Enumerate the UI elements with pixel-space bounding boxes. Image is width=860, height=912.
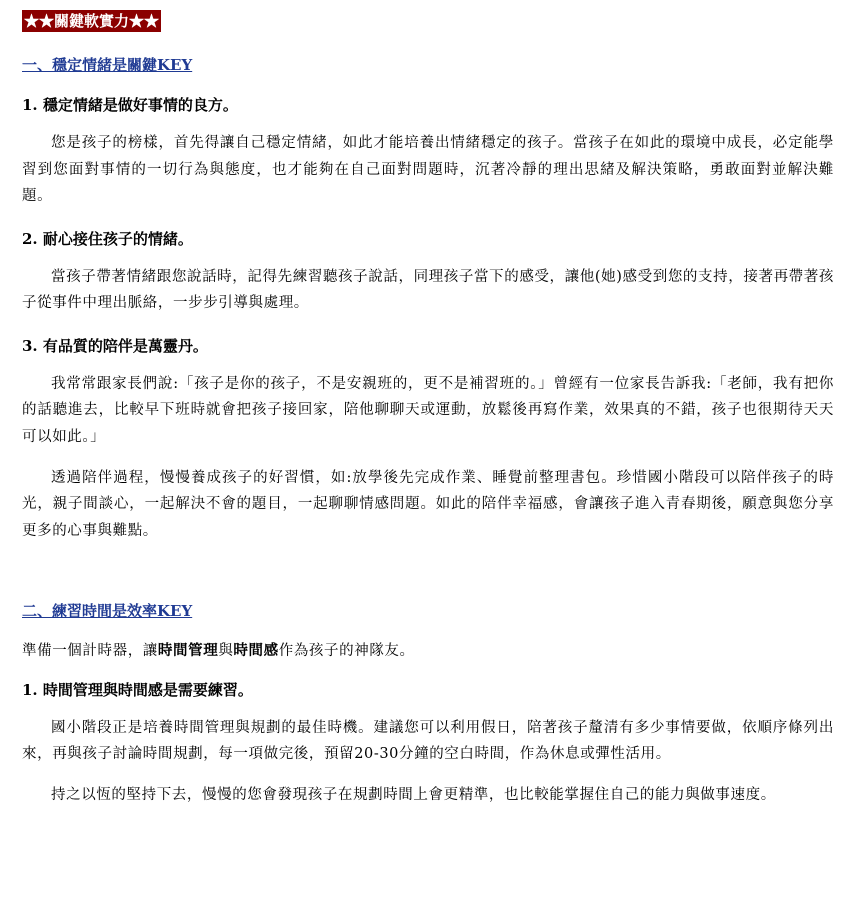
paragraph: 國小階段正是培養時間管理與規劃的最佳時機。建議您可以利用假日，陪著孩子釐清有多少事情要做，依順序條列出來，再與孩子討論時間規劃，每一項做完後，預留20-30分鐘的空白時間，作為休息或彈性活用。	[22, 719, 834, 762]
section-intro	[22, 638, 834, 664]
intro-text: 與	[218, 643, 234, 659]
article	[22, 10, 834, 823]
section-heading-1: 一、穩定情緒是關鍵KEY	[22, 56, 193, 74]
paragraph: 持之以恆的堅持下去，慢慢的您會發現孩子在規劃時間上會更精準，也比較能掌握住自己的能力與做事速度。	[51, 787, 776, 803]
intro-text: 作為孩子的神隊友。	[278, 643, 415, 659]
paragraph: 透過陪伴過程，慢慢養成孩子的好習慣，如:放學後先完成作業、睡覺前整理書包。珍惜國小階段可以陪伴孩子的時光，親子間談心，一起解決不會的題目，一起聊聊情感問題。如此的陪伴幸福感，會讓孩子進入青春期後，願意與您分享更多的心事與難點。	[22, 469, 834, 539]
intro-text: 準備一個計時器，讓	[22, 643, 158, 659]
subheading-1-2: 2. 耐心接住孩子的情緒。	[22, 229, 193, 248]
paragraph: 我常常跟家長們說:「孩子是你的孩子，不是安親班的，更不是補習班的。」曾經有一位家長告訴我:「老師，我有把你的話聽進去，比較早下班時就會把孩子接回家，陪他聊聊天或運動，放鬆後再寫作業，效果真的不錯，孩子也很期待天天可以如此。」	[22, 375, 834, 445]
intro-bold-time-sense: 時間感	[233, 642, 279, 659]
section-badge: ★★關鍵軟實力★★	[24, 12, 160, 30]
subheading-2-1: 1. 時間管理與時間感是需要練習。	[22, 680, 253, 699]
paragraph: 您是孩子的榜樣，首先得讓自己穩定情緒，如此才能培養出情緒穩定的孩子。當孩子在如此的環境中成長，必定能學習到您面對事情的一切行為與態度，也才能夠在自己面對問題時，沉著冷靜的理出思緒及解決策略，勇敢面對並解決難題。	[22, 135, 834, 204]
section-heading-2: 二、練習時間是效率KEY	[22, 602, 193, 620]
paragraph: 當孩子帶著情緒跟您說話時，記得先練習聽孩子說話，同理孩子當下的感受，讓他(她)感受到您的支持，接著再帶著孩子從事件中理出脈絡，一步步引導與處理。	[22, 268, 834, 311]
intro-bold-time-management: 時間管理	[157, 642, 219, 659]
subheading-1-1: 1. 穩定情緒是做好事情的良方。	[22, 96, 238, 114]
subheading-1-3: 3. 有品質的陪伴是萬靈丹。	[22, 336, 208, 355]
